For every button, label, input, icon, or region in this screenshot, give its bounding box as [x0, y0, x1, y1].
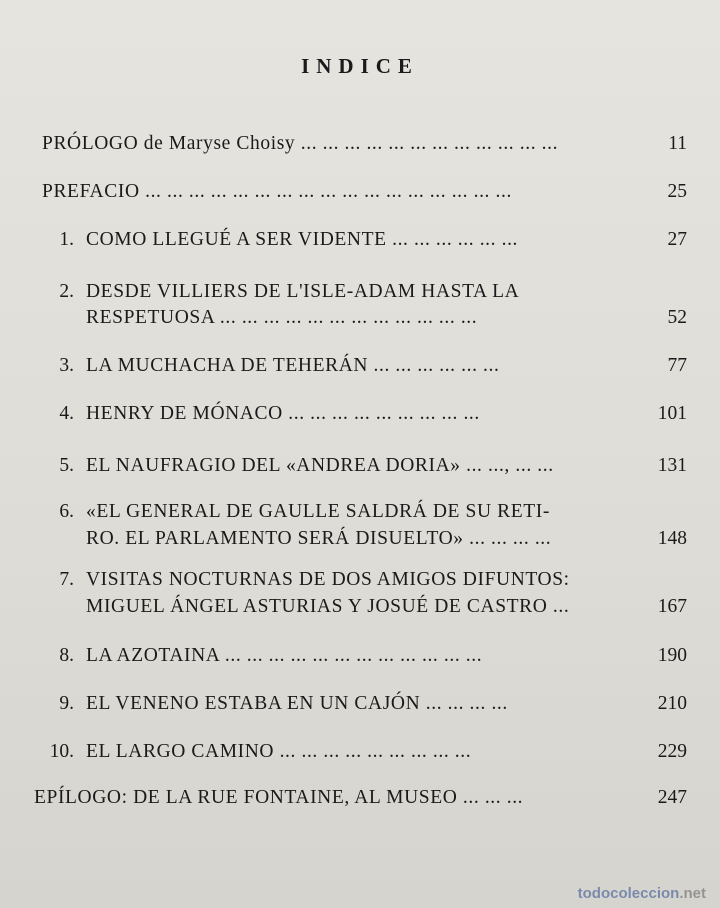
toc-entry-title: EL NAUFRAGIO DEL «ANDREA DORIA» ... ..., ... ...: [86, 455, 554, 476]
toc-entry-page: 25: [667, 181, 687, 202]
toc-entry-page: 101: [657, 403, 687, 424]
toc-entry-page: 148: [657, 528, 687, 549]
toc-entry-number: 2.: [59, 281, 74, 302]
toc-entry-page: 229: [657, 741, 687, 762]
toc-entry-page: 27: [667, 229, 687, 250]
toc-entry-title-cont: MIGUEL ÁNGEL ASTURIAS Y JOSUÉ DE CASTRO ...: [86, 596, 570, 617]
toc-entry-title: LA MUCHACHA DE TEHERÁN ... ... ... ... ... ...: [86, 355, 500, 376]
toc-entry-title: «EL GENERAL DE GAULLE SALDRÁ DE SU RETI-: [86, 501, 550, 522]
toc-entry-number: 1.: [59, 229, 74, 250]
toc-entry-page: 190: [657, 645, 687, 666]
toc-entry-title-cont: RESPETUOSA ... ... ... ... ... ... ... ... ... ... ... ...: [86, 307, 478, 328]
toc-entry-number: 10.: [49, 741, 74, 762]
toc-entry-title: EL VENENO ESTABA EN UN CAJÓN ... ... ... ...: [86, 693, 508, 714]
toc-entry-page: 77: [667, 355, 687, 376]
toc-entry-title: EPÍLOGO: DE LA RUE FONTAINE, AL MUSEO ... ... ...: [34, 787, 524, 808]
toc-entry-number: 4.: [59, 403, 74, 424]
toc-entry-title-cont: RO. EL PARLAMENTO SERÁ DISUELTO» ... ... ... ...: [86, 528, 552, 549]
toc-entry-number: 8.: [59, 645, 74, 666]
toc-entry-title: COMO LLEGUÉ A SER VIDENTE ... ... ... ... ... ...: [86, 229, 519, 250]
toc-entry-title: PREFACIO ... ... ... ... ... ... ... ... ... ... ... ... ... ... ... ... ...: [42, 181, 512, 202]
toc-entry-number: 6.: [59, 501, 74, 522]
toc-entry-title: LA AZOTAINA ... ... ... ... ... ... ... ... ... ... ... ...: [86, 645, 483, 666]
watermark-brand: todocoleccion: [577, 885, 680, 902]
toc-entry-page: 167: [657, 596, 687, 617]
toc-entry-page: 131: [657, 455, 687, 476]
index-title: INDICE: [301, 54, 419, 78]
toc-entry-page: 52: [667, 307, 687, 328]
toc-entry-title: EL LARGO CAMINO ... ... ... ... ... ... ... ... ...: [86, 741, 472, 762]
watermark-suffix: .net: [679, 885, 706, 902]
toc-entry-number: 3.: [59, 355, 74, 376]
toc-entry-page: 11: [668, 133, 687, 154]
toc-entry-title: PRÓLOGO de Maryse Choisy ... ... ... ... ... ... ... ... ... ... ... ...: [42, 133, 559, 154]
toc-entry-title: VISITAS NOCTURNAS DE DOS AMIGOS DIFUNTOS:: [86, 569, 570, 590]
toc-entry-page: 210: [657, 693, 687, 714]
toc-entry-page: 247: [657, 787, 687, 808]
toc-entry-title: DESDE VILLIERS DE L'ISLE-ADAM HASTA LA: [86, 281, 520, 302]
toc-entry-number: 5.: [59, 455, 74, 476]
toc-entry-number: 9.: [59, 693, 74, 714]
toc-entry-title: HENRY DE MÓNACO ... ... ... ... ... ... ... ... ...: [86, 403, 480, 424]
watermark-logo: [578, 885, 706, 902]
toc-entry-number: 7.: [59, 569, 74, 590]
